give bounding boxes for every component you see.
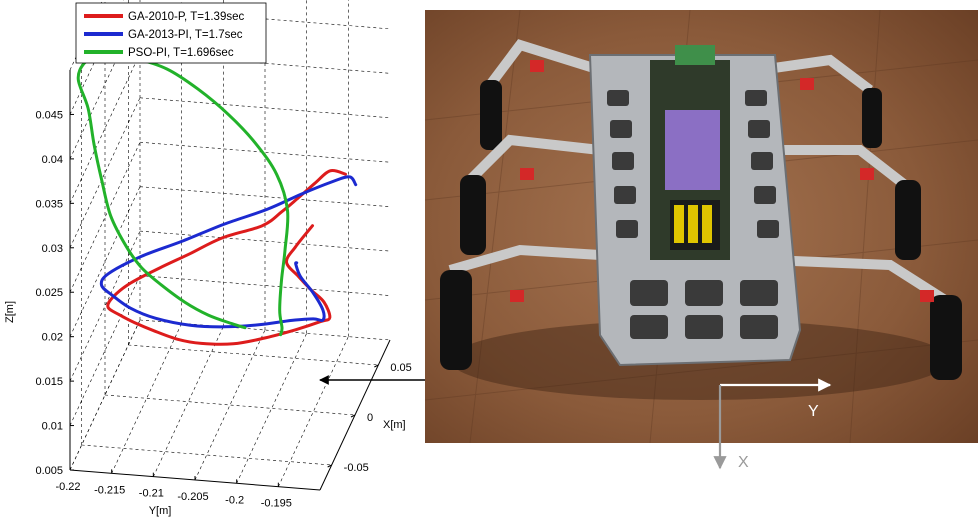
chart-box [70, 70, 390, 490]
y-tick-label: -0.195 [260, 497, 292, 510]
grid-line [112, 323, 182, 473]
series-ga2013-line [101, 177, 355, 327]
chart-grid [70, 0, 390, 487]
y-tick-label: -0.215 [94, 484, 126, 497]
grid-line [153, 327, 223, 477]
y-tick-label: -0.21 [138, 487, 164, 500]
y-tick-label: -0.22 [55, 481, 81, 493]
z-tick-label: 0.005 [35, 465, 63, 477]
z-tick-label: 0.02 [41, 331, 63, 344]
grid-line [195, 330, 265, 480]
grid-line [237, 333, 307, 483]
robot-axis-x-label: X [738, 454, 749, 471]
z-tick-label: 0.04 [41, 153, 63, 166]
z-tick-label: 0.035 [35, 198, 63, 211]
grid-line [105, 395, 355, 415]
robot-body [590, 45, 800, 365]
grid-line [140, 231, 390, 251]
robot-axis-y-label: Y [808, 403, 819, 420]
axis-label-x: X[m] [383, 419, 406, 431]
grid-line [278, 337, 348, 487]
z-tick-label: 0.03 [41, 242, 63, 255]
x-tick-label: 0.05 [390, 362, 412, 374]
axis-label-z: Z[m] [4, 301, 16, 323]
z-tick-label: 0.045 [35, 109, 63, 122]
x-tick-label: -0.05 [343, 462, 369, 474]
y-tick-label: -0.2 [225, 494, 245, 507]
robot-photo [425, 10, 978, 471]
z-tick-label: 0.025 [35, 287, 63, 300]
legend-label-ga2013: GA-2013-PI, T=1.7sec [128, 29, 243, 41]
chart-legend [76, 3, 266, 63]
grid-line [128, 345, 378, 365]
legend-label-ga2010: GA-2010-P, T=1.39sec [128, 11, 245, 23]
z-tick-label: 0.01 [41, 420, 63, 433]
axis-label-y: Y[m] [148, 505, 172, 517]
legend-label-pso: PSO-PI, T=1.696sec [128, 47, 234, 59]
y-tick-label: -0.205 [177, 491, 209, 503]
z-tick-label: 0.015 [35, 376, 63, 389]
trajectory-3d-chart [4, 0, 412, 517]
grid-line [82, 445, 332, 465]
x-tick-label: 0 [367, 412, 374, 424]
